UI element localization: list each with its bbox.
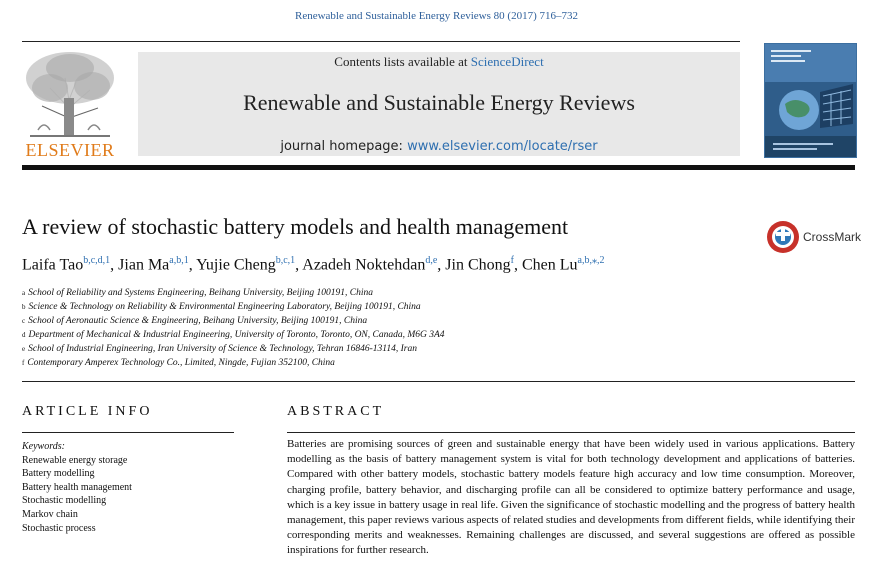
author-name[interactable]: Jian Ma bbox=[118, 256, 170, 274]
crossmark-label: CrossMark bbox=[803, 230, 862, 244]
keyword-item: Battery modelling bbox=[22, 468, 95, 480]
contents-line bbox=[138, 54, 740, 70]
abstract-heading: ABSTRACT bbox=[287, 404, 385, 419]
affiliation-mark: d bbox=[22, 331, 26, 339]
affiliation-text: School of Reliability and Systems Engineering, Beihang University, Beijing 100191, China bbox=[28, 288, 373, 298]
affiliation-mark: a bbox=[22, 289, 26, 297]
journal-cover[interactable] bbox=[764, 43, 857, 158]
affiliation-text: School of Industrial Engineering, Iran University of Science & Technology, Tehran 16846-13114, Iran bbox=[28, 344, 417, 354]
affiliation-item bbox=[22, 286, 445, 300]
author-affiliation-marks: d,e bbox=[425, 255, 438, 266]
keyword-item: Markov chain bbox=[22, 508, 78, 520]
homepage-prefix: journal homepage: bbox=[280, 139, 408, 154]
keyword-item: Battery health management bbox=[22, 481, 132, 493]
author-name[interactable]: Azadeh Noktehdan bbox=[302, 256, 426, 274]
homepage-link[interactable]: www.elsevier.com/locate/rser bbox=[407, 139, 598, 154]
affiliation-item bbox=[22, 328, 445, 342]
author-separator: , bbox=[295, 256, 303, 274]
author-separator: , bbox=[110, 256, 119, 274]
header-thick-rule bbox=[22, 165, 855, 170]
author-separator: , bbox=[437, 256, 446, 274]
contents-prefix: Contents lists available at bbox=[334, 54, 471, 69]
homepage-line bbox=[138, 139, 740, 154]
author-name[interactable]: Laifa Tao bbox=[22, 256, 84, 274]
affiliation-item bbox=[22, 314, 445, 328]
publisher-logo bbox=[20, 48, 130, 160]
affiliation-text: School of Aeronautic Science & Engineering, Beihang University, Beijing 100191, China bbox=[28, 316, 368, 326]
affiliation-text: Department of Mechanical & Industrial Engineering, University of Toronto, Toronto, ON, Canada, M6G 3A4 bbox=[28, 330, 445, 340]
journal-citation-link[interactable]: Renewable and Sustainable Energy Reviews 80 (2017) 716–732 bbox=[295, 10, 578, 22]
author-affiliation-marks: b,c,1 bbox=[275, 255, 296, 266]
author-affiliation-marks: f bbox=[510, 255, 514, 266]
affiliation-mark: c bbox=[22, 317, 26, 325]
author-separator: , bbox=[513, 256, 522, 274]
affiliation-item bbox=[22, 300, 445, 314]
sciencedirect-link[interactable]: ScienceDirect bbox=[470, 54, 544, 69]
affiliation-item bbox=[22, 342, 445, 356]
article-info-heading: ARTICLE INFO bbox=[22, 404, 153, 419]
keyword-item: Stochastic modelling bbox=[22, 495, 107, 507]
author-affiliation-marks: a,b,1 bbox=[169, 255, 189, 266]
crossmark-icon bbox=[765, 219, 801, 255]
abstract-text: Batteries are promising sources of green and sustainable energy that have been widely used in various applications. Battery modelling as the basis of battery management system is vital for both technology development and applications of batteries. Compared with other battery models, stochastic battery models feature high accuracy and low time consumption. Moreover, charging profile, battery behavior, and discharging profile can all be considered to optimize battery performance and usage, which is a key issue in battery usage in real life. Given the significance of stochastic modelling and the progress of battery health management, this paper reviews various aspects of related studies and developments from different fields, while identifying their corresponding merits and weaknesses. Remaining challenges are discussed, and several suggestions are offered as possible inspirations for further research. bbox=[287, 438, 855, 557]
affiliation-item bbox=[22, 356, 445, 370]
author-list bbox=[22, 255, 604, 274]
article-title: A review of stochastic battery models and health management bbox=[22, 214, 569, 239]
journal-title: Renewable and Sustainable Energy Reviews bbox=[243, 90, 635, 115]
affiliation-list bbox=[22, 286, 445, 370]
affiliation-mark: e bbox=[22, 345, 26, 353]
affiliation-text: Science & Technology on Reliability & Environmental Engineering Laboratory, Beijing 100191, China bbox=[28, 302, 421, 312]
abstract-rule bbox=[287, 432, 855, 433]
author-name[interactable]: Jin Chong bbox=[445, 256, 511, 274]
keyword-item: Stochastic process bbox=[22, 522, 96, 534]
article-info-rule bbox=[22, 432, 234, 433]
keywords-block bbox=[22, 440, 132, 535]
author-affiliation-marks: b,c,d,1 bbox=[83, 255, 111, 266]
keyword-item: Renewable energy storage bbox=[22, 454, 128, 466]
affiliation-mark: f bbox=[22, 359, 25, 367]
affiliation-mark: b bbox=[22, 303, 26, 311]
author-name[interactable]: Yujie Cheng bbox=[196, 256, 276, 274]
affiliation-text: Contemporary Amperex Technology Co., Limited, Ningde, Fujian 352100, China bbox=[27, 358, 335, 368]
author-affiliation-marks: a,b,⁎,2 bbox=[577, 255, 605, 266]
section-divider bbox=[22, 381, 855, 382]
publisher-name: ELSEVIER bbox=[25, 140, 115, 160]
author-separator: , bbox=[188, 256, 197, 274]
journal-cover-icon bbox=[765, 44, 856, 157]
author-name[interactable]: Chen Lu bbox=[521, 256, 578, 274]
keywords-label: Keywords: bbox=[22, 441, 65, 452]
header-rule bbox=[22, 41, 740, 42]
journal-banner bbox=[138, 52, 740, 156]
crossmark-badge[interactable] bbox=[765, 219, 861, 255]
elsevier-tree-icon bbox=[20, 48, 120, 140]
